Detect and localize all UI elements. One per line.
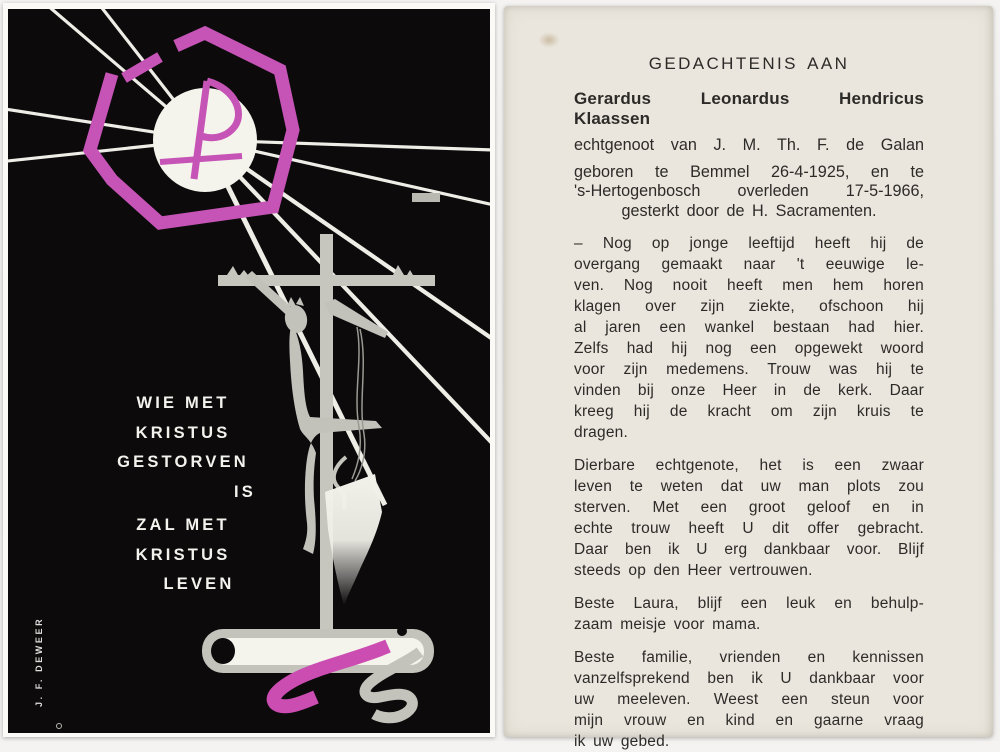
text-line: dragen. xyxy=(574,424,628,441)
memorial-card-back xyxy=(504,6,993,750)
memorial-card-front xyxy=(3,3,495,737)
verse-line: LEVEN xyxy=(163,575,235,593)
artist-signature: J. F. DEWEER xyxy=(34,616,44,707)
text-line: klagen over zijn ziekte, ofschoon hij xyxy=(574,298,924,315)
paragraph-life xyxy=(574,233,924,443)
deceased-name: Gerardus Leonardus Hendricus Klaassen xyxy=(574,89,924,128)
verse-line: GESTORVEN xyxy=(117,453,249,471)
verse-line: WIE MET xyxy=(136,394,230,412)
text-line: overgang gemaakt naar 't eeuwige le- xyxy=(574,256,924,273)
text-line: Zelfs had hij nog een opgewekt woord xyxy=(574,340,924,357)
text-line: Daar ben ik U erg dankbaar voor. Blijf xyxy=(574,541,924,558)
memorial-text xyxy=(574,54,924,752)
text-line: Beste familie, vrienden en kennissen xyxy=(574,649,924,666)
paragraph-daughter xyxy=(574,593,924,635)
text-line: leven te weten dat uw man plots zou xyxy=(574,478,924,495)
paper-stain xyxy=(538,32,560,48)
text-line: echte trouw heeft U dit offer gebracht. xyxy=(574,520,924,537)
text-line: steeds op den Heer vertrouwen. xyxy=(574,562,813,579)
front-artwork-panel xyxy=(8,9,490,733)
text-line: ik uw gebed. xyxy=(574,733,670,750)
text-line: vinden bij onze Heer in de kerk. Daar xyxy=(574,382,924,399)
verse-line: KRISTUS xyxy=(135,423,231,442)
memorial-title: GEDACHTENIS AAN xyxy=(648,54,850,73)
text-line: Beste Laura, blijf een leuk en behulp- xyxy=(574,595,924,612)
text-line: Dierbare echtgenote, het is een zwaar xyxy=(574,457,924,474)
paragraph-family xyxy=(574,647,924,752)
verse-line: KRISTUS xyxy=(135,545,231,564)
death-line: 's-Hertogenbosch overleden 17-5-1966, xyxy=(574,182,924,200)
text-line: – Nog op jonge leeftijd heeft hij de xyxy=(574,235,924,252)
paragraph-wife xyxy=(574,455,924,581)
spouse-line: echtgenoot van J. M. Th. F. de Galan xyxy=(574,136,924,154)
verse-line: ZAL MET xyxy=(136,516,230,534)
text-line: vanzelfsprekend ben ik U dankbaar voor xyxy=(574,670,924,687)
sacraments-line: gesterkt door de H. Sacramenten. xyxy=(621,201,877,220)
text-line: sterven. Met een groot geloof en in xyxy=(574,499,924,516)
text-line: voor zijn medemens. Trouw was hij te xyxy=(574,361,924,378)
text-line: ven. Nog nooit heeft men hem horen xyxy=(574,277,924,294)
text-line: mijn vrouw en kind en gaarne vraag xyxy=(574,712,924,729)
verse-text xyxy=(108,389,258,600)
text-line: zaam meisje voor mama. xyxy=(574,616,761,633)
ray-fragment xyxy=(412,193,440,202)
text-line: kreeg hij de kracht om zijn kruis te xyxy=(574,403,924,420)
text-line: al jaren een wankel bestaan had hier. xyxy=(574,319,924,336)
smoke-drape-icon xyxy=(325,474,382,606)
front-artwork xyxy=(8,9,490,733)
text-line: uw meeleven. Weest een steun voor xyxy=(574,691,924,708)
verse-line: IS xyxy=(234,482,256,501)
birth-line: geboren te Bemmel 26-4-1925, en te xyxy=(574,162,924,181)
registration-mark xyxy=(57,724,62,729)
